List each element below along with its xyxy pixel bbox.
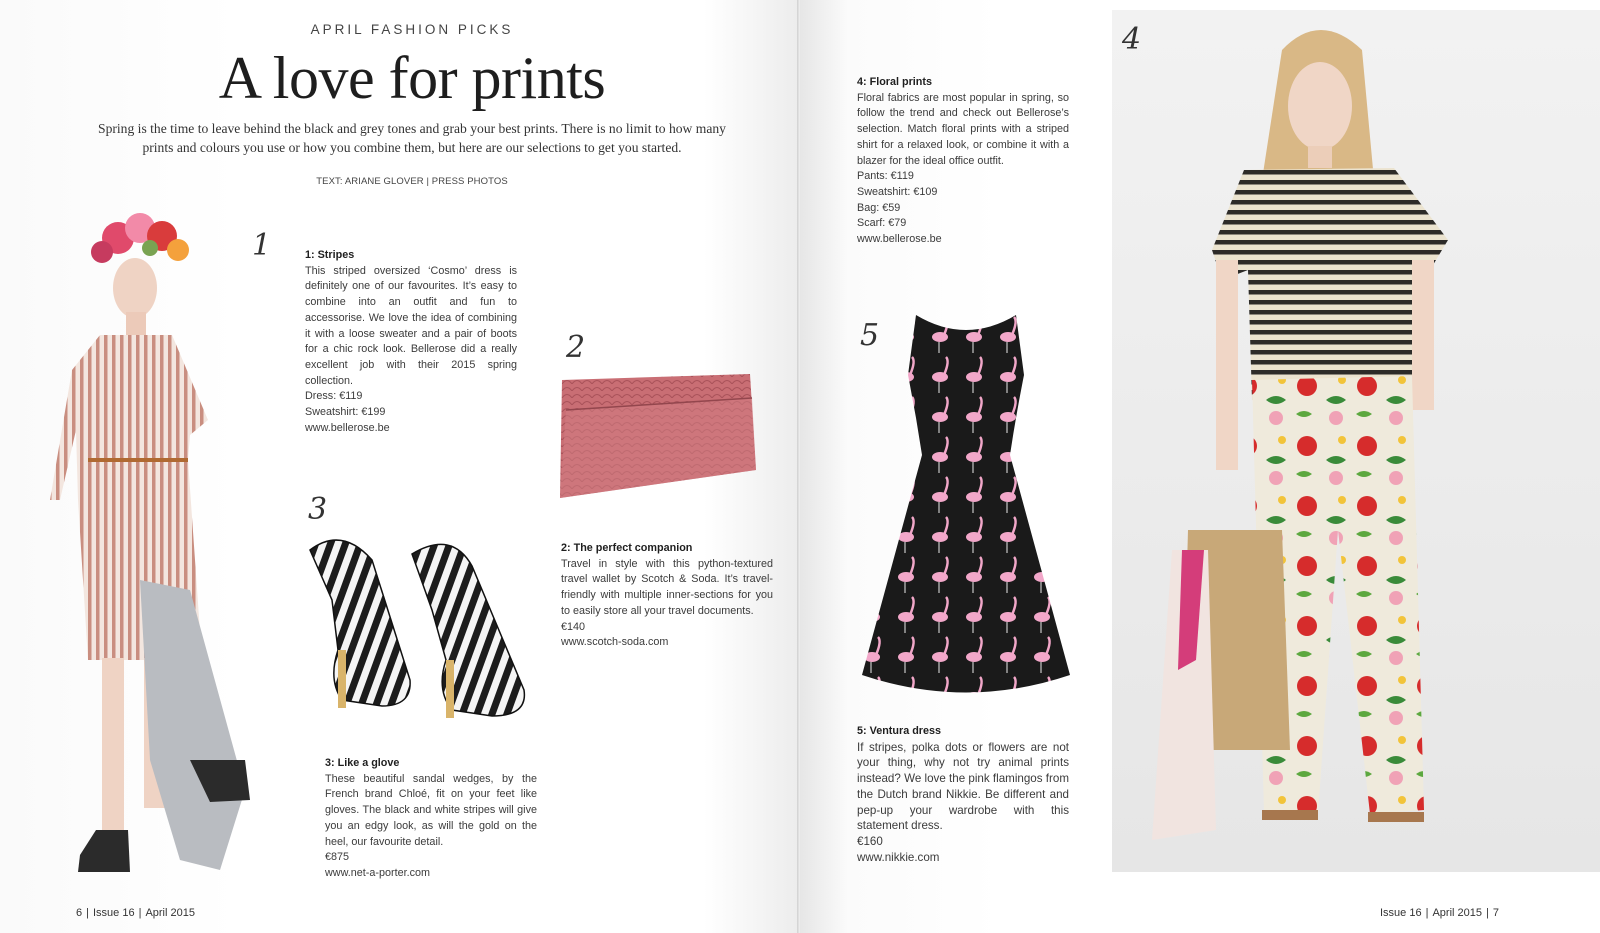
item-1-body: This striped oversized ‘Cosmo’ dress is definitely one of our favourites. It’s easy to combine into an outfit and fun to accessorise. We love the idea of combining it with a loose sweater and a pair of boots for a chic rock look. Bellerose did a really excellent job with their 2015 spring collection. (305, 264, 517, 387)
item-number-2: 2 (566, 330, 586, 365)
item-5-url[interactable]: www.nikkie.com (857, 850, 940, 864)
item-2-heading: 2: The perfect companion (561, 542, 693, 554)
right-folio-sep-1: | (1425, 907, 1429, 919)
left-issue: Issue 16 (92, 907, 135, 919)
item-5-heading: 5: Ventura dress (857, 725, 942, 737)
item-4-text (857, 75, 1069, 248)
item-number-3: 3 (308, 492, 328, 527)
right-issue: Issue 16 (1380, 907, 1422, 919)
item-2-price: €140 (561, 620, 586, 633)
item-5-body: If stripes, polka dots or flowers are not your thing, why not try animal prints instead? We love the pink flamingos from the Dutch brand Nikkie. Be different and pep-up your wardrobe with this statement dress. (857, 740, 1069, 833)
item-5-text (857, 724, 1069, 865)
item-number-1: 1 (252, 228, 272, 263)
item-1-url[interactable]: www.bellerose.be (305, 421, 390, 434)
item-3-heading: 3: Like a glove (325, 757, 400, 769)
right-date: April 2015 (1432, 907, 1482, 919)
item-number-4: 4 (1122, 22, 1142, 57)
right-folio (1380, 907, 1499, 919)
item-4-price-sweatshirt: Sweatshirt: €109 (857, 185, 938, 198)
item-2-text (561, 541, 773, 651)
item-2-url[interactable]: www.scotch-soda.com (561, 636, 669, 649)
item-3-body: These beautiful sandal wedges, by the French brand Chloé, fit on your feet like gloves. The black and white stripes will give you an edgy look, as will the gold on the heel, our favourite detail. (325, 772, 537, 848)
item-1-text (305, 248, 517, 436)
right-page-number: 7 (1492, 907, 1499, 919)
item-3-text (325, 756, 537, 882)
item-4-heading: 4: Floral prints (857, 76, 932, 88)
item-2-body: Travel in style with this python-textured travel wallet by Scotch & Soda. It’s travel-friendly with multiple inner-sections for you to easily store all your travel documents. (561, 557, 773, 617)
item-4-price-scarf: Scarf: €79 (857, 217, 907, 230)
model-striped-dress-photo (40, 200, 290, 900)
item-4-price-pants: Pants: €119 (857, 170, 914, 183)
right-page (800, 0, 1600, 933)
item-4-body: Floral fabrics are most popular in spring, so follow the trend and check out Bellerose’s selection. Match floral prints with a striped shirt for a relaxed look, or combine it with a blazer for the ideal office outfit. (857, 91, 1069, 167)
item-1-price-sweatshirt: Sweatshirt: €199 (305, 406, 386, 419)
left-page-number: 6 (76, 907, 83, 919)
left-folio-sep-2: | (138, 907, 142, 919)
model-floral-pants-photo (1112, 10, 1600, 872)
article-intro: Spring is the time to leave behind the black and grey tones and grab your best prints. There is no limit to how many prints and colours you use or how you combine them, but here are our selections to get you started. (98, 121, 726, 155)
left-date: April 2015 (145, 907, 195, 919)
item-4-url[interactable]: www.bellerose.be (857, 233, 942, 246)
item-4-price-bag: Bag: €59 (857, 201, 901, 214)
item-1-price-dress: Dress: €119 (305, 390, 363, 403)
item-1-heading: 1: Stripes (305, 249, 355, 261)
python-wallet-photo (552, 370, 762, 520)
flamingo-dress-photo (858, 315, 1073, 700)
right-folio-sep-2: | (1486, 907, 1489, 919)
item-number-5: 5 (860, 318, 880, 353)
left-folio-sep-1: | (86, 907, 89, 919)
item-3-url[interactable]: www.net-a-porter.com (325, 866, 431, 879)
article-credit: TEXT: ARIANE GLOVER | PRESS PHOTOS (316, 176, 508, 187)
striped-wedges-photo (302, 530, 542, 730)
item-3-price: €875 (325, 851, 350, 864)
section-kicker: APRIL FASHION PICKS (310, 22, 514, 37)
item-5-price: €160 (857, 834, 883, 848)
left-folio (76, 907, 195, 919)
article-title: A love for prints (218, 45, 606, 111)
